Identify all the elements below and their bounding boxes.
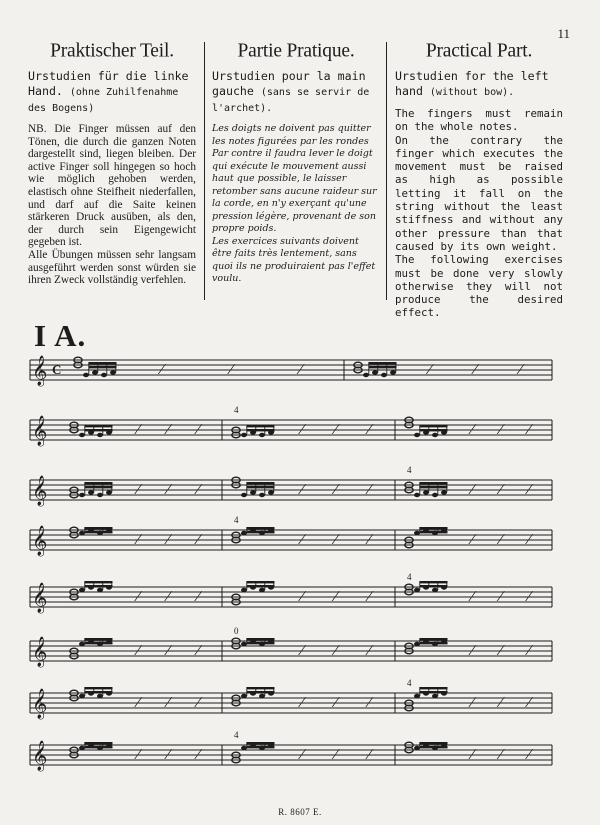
paragraph: The fingers must remain on the whole notes. xyxy=(395,107,563,134)
simile-mark: ∕ xyxy=(167,422,170,438)
simile-mark: ∕ xyxy=(167,643,170,659)
sixteenth-note xyxy=(441,490,447,494)
note-beam xyxy=(247,742,275,744)
treble-clef-icon: 𝄞 xyxy=(32,741,48,771)
note-beam xyxy=(85,581,113,583)
note-beam xyxy=(247,581,275,583)
paragraph: Les exercices suivants doivent être faits très lentement, sans quoi ils ne produiraient pas l'effet voulu. xyxy=(212,235,376,284)
sixteenth-note xyxy=(414,746,420,750)
sixteenth-note xyxy=(79,642,85,646)
simile-mark: ∕ xyxy=(334,643,338,659)
sixteenth-note xyxy=(372,370,378,374)
simile-mark: ∕ xyxy=(300,532,304,548)
simile-mark: ∕ xyxy=(368,695,371,711)
note-beam xyxy=(420,486,448,488)
sixteenth-note xyxy=(414,531,420,535)
simile-mark: ∕ xyxy=(167,482,170,498)
subtitle-note: (ohne Zuhilfenahme des Bogens) xyxy=(28,87,179,114)
sixteenth-note xyxy=(363,373,369,377)
simile-mark: ∕ xyxy=(137,589,140,605)
treble-clef-icon: 𝄞 xyxy=(32,526,48,556)
note-beam xyxy=(247,691,275,693)
sixteenth-note xyxy=(88,490,94,494)
simile-mark: ∕ xyxy=(334,422,338,438)
fingering-mark: 0 xyxy=(234,626,239,636)
simile-mark: ∕ xyxy=(471,589,474,605)
subtitle-text: Urstudien pour la main gauche xyxy=(212,69,366,98)
note-beam xyxy=(89,366,117,368)
sixteenth-note xyxy=(414,694,420,698)
simile-mark: ∕ xyxy=(197,643,200,659)
simile-mark: ∕ xyxy=(471,422,474,438)
note-beam xyxy=(85,429,113,431)
simile-mark: ∕ xyxy=(137,422,140,438)
simile-mark: ∕ xyxy=(334,482,338,498)
sixteenth-note xyxy=(79,746,85,750)
simile-mark: ∕ xyxy=(368,482,371,498)
sixteenth-note xyxy=(381,373,387,377)
note-beam xyxy=(420,642,448,644)
treble-clef-icon: 𝄞 xyxy=(32,476,48,506)
simile-mark: ∕ xyxy=(499,482,503,498)
note-beam xyxy=(247,687,275,689)
note-beam xyxy=(369,362,397,364)
simile-mark: ∕ xyxy=(137,532,140,548)
sixteenth-note xyxy=(110,370,116,374)
simile-mark: ∕ xyxy=(334,747,338,763)
simile-mark: ∕ xyxy=(428,362,432,378)
sixteenth-note xyxy=(241,531,247,535)
simile-mark: ∕ xyxy=(137,643,140,659)
subtitle-note: (without bow). xyxy=(429,87,515,98)
simile-mark: ∕ xyxy=(368,589,371,605)
note-beam xyxy=(247,486,275,488)
simile-mark: ∕ xyxy=(334,532,338,548)
sixteenth-note xyxy=(92,370,98,374)
simile-mark: ∕ xyxy=(499,695,503,711)
page-number: 11 xyxy=(557,26,570,41)
note-beam xyxy=(85,642,113,644)
note-beam xyxy=(420,527,448,529)
sixteenth-note xyxy=(414,642,420,646)
treble-clef-icon: 𝄞 xyxy=(32,356,48,386)
simile-mark: ∕ xyxy=(471,643,474,659)
sixteenth-note xyxy=(79,531,85,535)
simile-mark: ∕ xyxy=(368,532,371,548)
simile-mark: ∕ xyxy=(137,695,140,711)
simile-mark: ∕ xyxy=(519,362,522,378)
fingering-mark: 4 xyxy=(407,465,412,475)
simile-mark: ∕ xyxy=(197,482,200,498)
sixteenth-note xyxy=(241,493,247,497)
paragraph: On the contrary the finger which executes the movement must be raised as high as possible letting it fall on the string without the least stiffness and without any other pressure than that caused by its own weight. xyxy=(395,133,563,253)
note-beam xyxy=(85,585,113,587)
sixteenth-note xyxy=(432,433,438,437)
simile-mark: ∕ xyxy=(167,695,170,711)
note-beam xyxy=(247,531,275,533)
sixteenth-note xyxy=(97,433,103,437)
sixteenth-note xyxy=(414,588,420,592)
note-beam xyxy=(420,531,448,533)
simile-mark: ∕ xyxy=(137,482,140,498)
note-beam xyxy=(85,425,113,427)
simile-mark: ∕ xyxy=(474,362,477,378)
simile-mark: ∕ xyxy=(499,747,503,763)
column-heading: Partie Pratique. xyxy=(237,39,355,62)
paragraph: Par contre il faudra lever le doigt qui exécute le mouvement aussi haut que possible, le laisser retomber sans aucune raideur sur la corde, en n'y exerçant qu'une pression légère, provenant de son propre poids. xyxy=(212,148,377,234)
sixteenth-note xyxy=(79,694,85,698)
plate-number: R. 8607 E. xyxy=(278,807,322,817)
simile-mark: ∕ xyxy=(300,422,304,438)
sixteenth-note xyxy=(414,433,420,437)
note-beam xyxy=(89,362,117,364)
sixteenth-note xyxy=(241,746,247,750)
note-beam xyxy=(420,482,448,484)
note-beam xyxy=(85,527,113,529)
treble-clef-icon: 𝄞 xyxy=(32,689,48,719)
note-beam xyxy=(247,425,275,427)
note-beam xyxy=(420,746,448,748)
paragraph: Alle Übungen müssen sehr langsam ausgeführt werden sonst würden sie ihren Zweck vollständig verfehlen. xyxy=(28,248,196,287)
sixteenth-note xyxy=(106,490,112,494)
fingering-mark: 4 xyxy=(234,405,239,415)
note-beam xyxy=(247,638,275,640)
treble-clef-icon: 𝄞 xyxy=(32,637,48,667)
fingering-mark: 4 xyxy=(234,515,239,525)
paragraph: Les doigts ne doivent pas quitter les notes figurées par les rondes xyxy=(212,123,371,147)
simile-mark: ∕ xyxy=(300,589,304,605)
simile-mark: ∕ xyxy=(527,532,531,548)
note-beam xyxy=(247,642,275,644)
sixteenth-note xyxy=(259,588,265,592)
note-beam xyxy=(247,482,275,484)
sixteenth-note xyxy=(241,588,247,592)
sixteenth-note xyxy=(390,370,396,374)
simile-mark: ∕ xyxy=(167,747,170,763)
column-heading: Practical Part. xyxy=(425,39,533,62)
simile-mark: ∕ xyxy=(368,422,371,438)
time-signature: C xyxy=(52,362,62,377)
simile-mark: ∕ xyxy=(167,589,170,605)
sixteenth-note xyxy=(79,588,85,592)
sixteenth-note xyxy=(79,433,85,437)
simile-mark: ∕ xyxy=(299,362,302,378)
paragraph: The following exercises must be done very slowly otherwise they will not produce the desired effect. xyxy=(395,253,563,320)
simile-mark: ∕ xyxy=(527,589,531,605)
sixteenth-note xyxy=(97,588,103,592)
subtitle-text: Urstudien for the left hand xyxy=(395,69,549,98)
simile-mark: ∕ xyxy=(368,643,371,659)
sixteenth-note xyxy=(250,490,256,494)
note-beam xyxy=(420,691,448,693)
simile-mark: ∕ xyxy=(527,747,531,763)
simile-mark: ∕ xyxy=(471,532,474,548)
note-beam xyxy=(247,429,275,431)
simile-mark: ∕ xyxy=(300,643,304,659)
note-beam xyxy=(85,482,113,484)
simile-mark: ∕ xyxy=(160,362,164,378)
note-beam xyxy=(247,746,275,748)
sixteenth-note xyxy=(97,694,103,698)
sixteenth-note xyxy=(268,490,274,494)
simile-mark: ∕ xyxy=(499,643,503,659)
note-beam xyxy=(85,687,113,689)
simile-mark: ∕ xyxy=(300,482,304,498)
note-beam xyxy=(369,366,397,368)
note-beam xyxy=(420,687,448,689)
simile-mark: ∕ xyxy=(527,422,531,438)
note-beam xyxy=(420,425,448,427)
subtitle-text: Urstudien für die linke Hand. xyxy=(28,69,189,98)
paragraph: NB. Die Finger müssen auf den Tönen, die durch die ganzen Noten dargestellt sind, liegen bleiben. Der active Finger soll hingegen so hoch wie möglich gehoben werden, elastisch ohne Steifheit niederfallen, und darf auf die Saite keinen stärkeren Druck ausüben, als den, der durch sein Eigengewicht gegeben ist. xyxy=(28,123,196,249)
sixteenth-note xyxy=(259,433,265,437)
note-beam xyxy=(420,581,448,583)
note-beam xyxy=(420,638,448,640)
simile-mark: ∕ xyxy=(300,695,304,711)
subtitle-note: (sans se servir de l'archet). xyxy=(212,87,370,114)
sixteenth-note xyxy=(79,493,85,497)
sixteenth-note xyxy=(259,493,265,497)
simile-mark: ∕ xyxy=(499,532,503,548)
note-beam xyxy=(85,486,113,488)
simile-mark: ∕ xyxy=(197,695,200,711)
sixteenth-note xyxy=(414,493,420,497)
simile-mark: ∕ xyxy=(137,747,140,763)
sixteenth-note xyxy=(432,493,438,497)
note-beam xyxy=(420,585,448,587)
simile-mark: ∕ xyxy=(368,747,371,763)
sixteenth-note xyxy=(432,694,438,698)
sixteenth-note xyxy=(97,493,103,497)
note-beam xyxy=(85,742,113,744)
simile-mark: ∕ xyxy=(334,695,338,711)
note-beam xyxy=(85,531,113,533)
note-beam xyxy=(247,585,275,587)
exercise-label: I A. xyxy=(34,318,87,353)
simile-mark: ∕ xyxy=(527,482,531,498)
note-beam xyxy=(420,742,448,744)
simile-mark: ∕ xyxy=(197,422,200,438)
sixteenth-note xyxy=(259,694,265,698)
fingering-mark: 4 xyxy=(234,730,239,740)
fingering-mark: 4 xyxy=(407,572,412,582)
simile-mark: ∕ xyxy=(471,747,474,763)
fingering-mark: 4 xyxy=(407,678,412,688)
simile-mark: ∕ xyxy=(527,643,531,659)
treble-clef-icon: 𝄞 xyxy=(32,416,48,446)
simile-mark: ∕ xyxy=(499,589,503,605)
treble-clef-icon: 𝄞 xyxy=(32,583,48,613)
simile-mark: ∕ xyxy=(230,362,233,378)
simile-mark: ∕ xyxy=(197,532,200,548)
note-beam xyxy=(85,746,113,748)
simile-mark: ∕ xyxy=(527,695,531,711)
note-beam xyxy=(85,691,113,693)
sixteenth-note xyxy=(423,490,429,494)
sixteenth-note xyxy=(101,373,107,377)
simile-mark: ∕ xyxy=(167,532,170,548)
sixteenth-note xyxy=(241,694,247,698)
sixteenth-note xyxy=(83,373,89,377)
sixteenth-note xyxy=(241,642,247,646)
simile-mark: ∕ xyxy=(471,482,474,498)
note-beam xyxy=(247,527,275,529)
simile-mark: ∕ xyxy=(471,695,474,711)
sixteenth-note xyxy=(432,588,438,592)
sixteenth-note xyxy=(241,433,247,437)
note-beam xyxy=(420,429,448,431)
column-heading: Praktischer Teil. xyxy=(50,39,174,62)
simile-mark: ∕ xyxy=(334,589,338,605)
simile-mark: ∕ xyxy=(197,747,200,763)
simile-mark: ∕ xyxy=(197,589,200,605)
simile-mark: ∕ xyxy=(300,747,304,763)
note-beam xyxy=(85,638,113,640)
simile-mark: ∕ xyxy=(499,422,503,438)
